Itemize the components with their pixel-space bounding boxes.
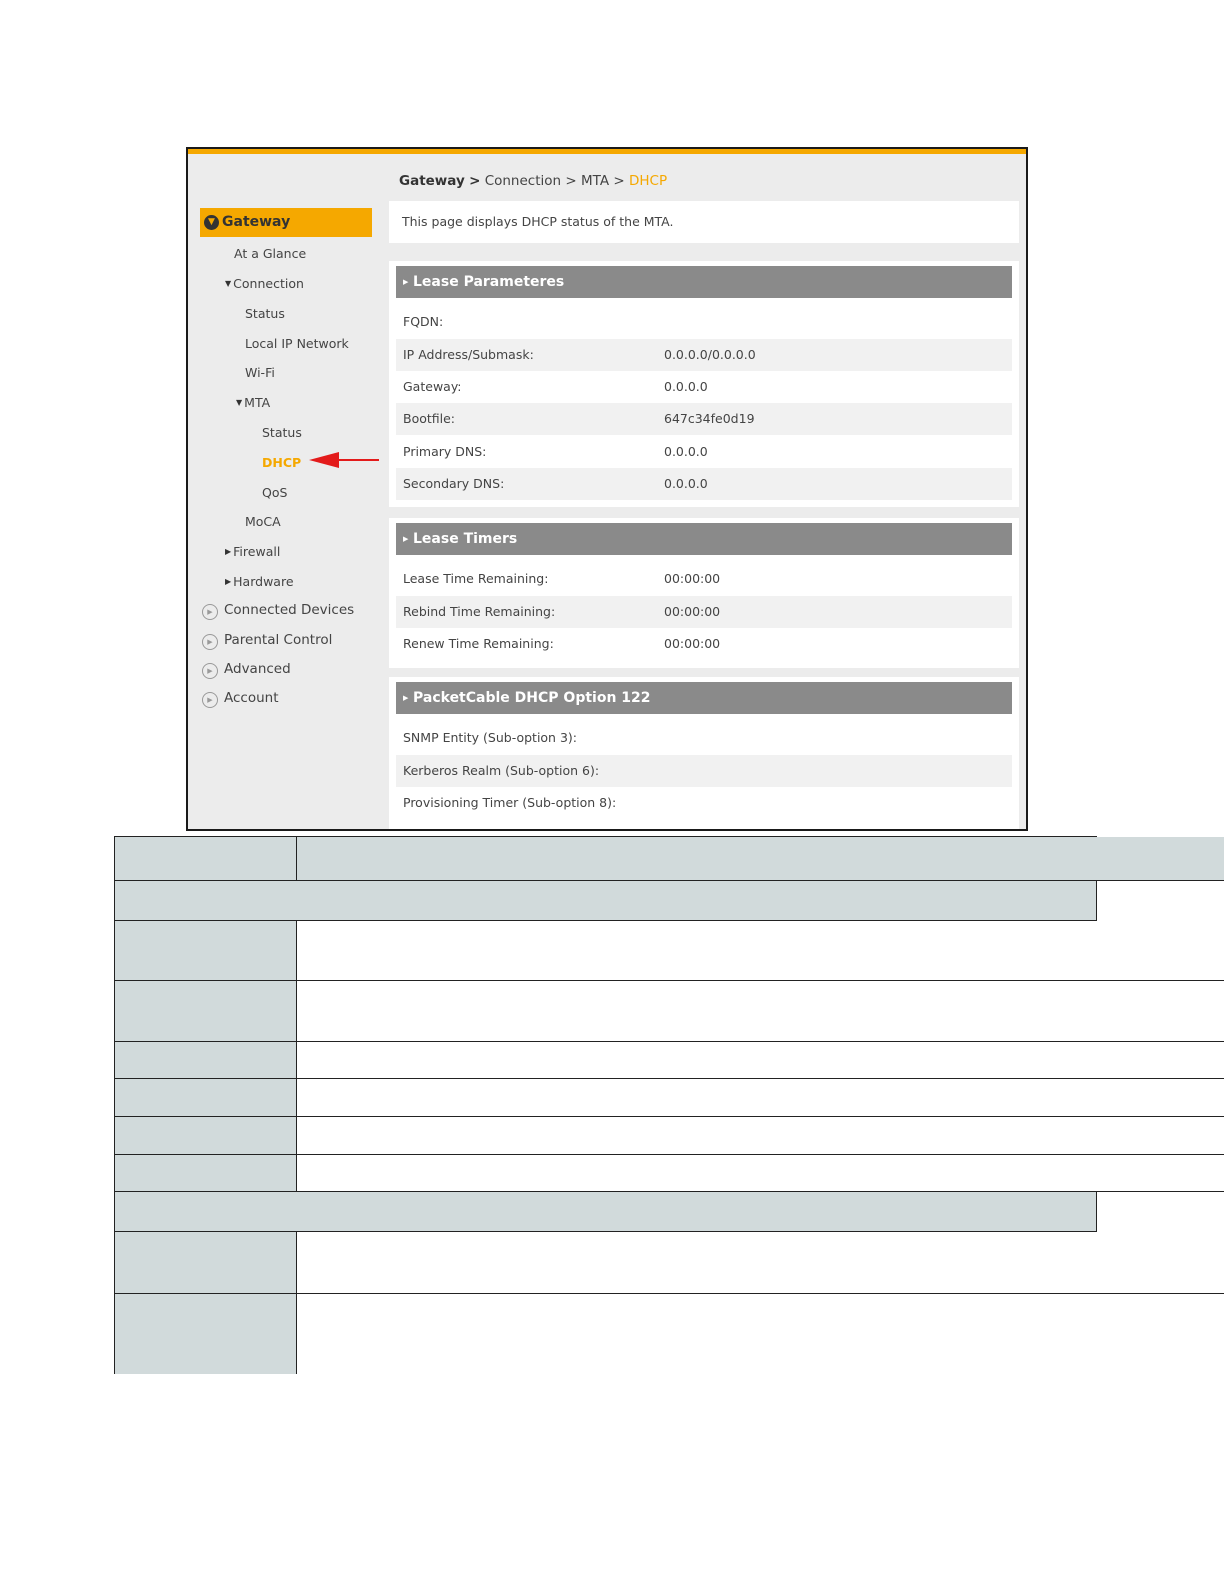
sidebar-root-label: Account xyxy=(224,690,279,706)
chevron-down-icon: ▼ xyxy=(204,215,219,230)
table-value-cell xyxy=(297,1079,1224,1117)
play-circle-icon: ▶ xyxy=(202,692,218,708)
row-label: Secondary DNS: xyxy=(403,476,505,491)
option-122-panel xyxy=(389,677,1019,831)
breadcrumb-root[interactable]: Gateway xyxy=(399,173,465,189)
sidebar-item-label: Connection xyxy=(233,276,304,291)
caret-down-icon: ▼ xyxy=(236,398,243,407)
row-label: SNMP Entity (Sub-option 3): xyxy=(403,730,577,745)
sidebar-item-mta[interactable] xyxy=(236,395,270,410)
row-value: 0.0.0.0 xyxy=(664,476,708,491)
sidebar-section-gateway[interactable] xyxy=(200,208,372,237)
table-row xyxy=(396,722,1012,754)
table-row xyxy=(396,403,1012,435)
table-section-row xyxy=(115,881,1096,921)
table-value-cell xyxy=(297,1294,1224,1374)
lease-timers-panel xyxy=(389,518,1019,668)
sidebar-item-mta-status[interactable]: Status xyxy=(262,425,302,440)
page-description: This page displays DHCP status of the MTA. xyxy=(389,201,1019,243)
sidebar-item-at-a-glance[interactable]: At a Glance xyxy=(234,246,307,261)
row-label: Rebind Time Remaining: xyxy=(403,604,556,619)
table-label-cell xyxy=(115,1294,297,1374)
sidebar-root-label: Parental Control xyxy=(224,632,333,648)
breadcrumb xyxy=(399,173,667,189)
sidebar-item-label: Firewall xyxy=(233,544,281,559)
table-row xyxy=(396,436,1012,468)
caret-right-icon: ▶ xyxy=(403,535,409,543)
row-value: 0.0.0.0 xyxy=(664,379,708,394)
table-row xyxy=(396,787,1012,819)
breadcrumb-separator: > xyxy=(565,173,577,189)
row-label: IP Address/Submask: xyxy=(403,347,534,362)
table-label-cell xyxy=(115,1079,297,1117)
sidebar-item-local-ip-network[interactable]: Local IP Network xyxy=(245,336,349,351)
sidebar-root-connected-devices[interactable] xyxy=(202,602,354,620)
play-circle-icon: ▶ xyxy=(202,663,218,679)
table-section-row xyxy=(115,1192,1096,1232)
row-label: Bootfile: xyxy=(403,411,456,426)
table-row xyxy=(396,306,1012,338)
row-value: 0.0.0.0/0.0.0.0 xyxy=(664,347,756,362)
description-table xyxy=(114,836,1097,1374)
play-circle-icon: ▶ xyxy=(202,604,218,620)
table-value-cell xyxy=(297,1155,1224,1192)
caret-down-icon: ▼ xyxy=(225,279,232,288)
table-row xyxy=(396,628,1012,660)
sidebar-section-label: Gateway xyxy=(222,214,291,230)
play-circle-icon: ▶ xyxy=(202,634,218,650)
table-label-cell xyxy=(115,1155,297,1192)
row-label: Gateway: xyxy=(403,379,462,394)
table-row xyxy=(396,371,1012,403)
table-label-cell xyxy=(115,921,297,981)
option-122-header[interactable] xyxy=(396,682,1012,714)
sidebar-item-qos[interactable]: QoS xyxy=(262,485,288,500)
breadcrumb-mta[interactable]: MTA xyxy=(580,173,610,189)
table-row xyxy=(396,339,1012,371)
sidebar-root-advanced[interactable] xyxy=(202,661,291,679)
screenshot-frame xyxy=(186,147,1028,831)
lease-timers-header[interactable] xyxy=(396,523,1012,555)
breadcrumb-separator: > xyxy=(469,173,481,189)
table-value-cell xyxy=(297,1232,1224,1294)
table-row xyxy=(396,468,1012,500)
table-label-cell xyxy=(115,1042,297,1079)
row-label: Provisioning Timer (Sub-option 8): xyxy=(403,795,617,810)
section-title: Lease Parameteres xyxy=(413,274,565,290)
sidebar-item-moca[interactable]: MoCA xyxy=(245,514,281,529)
row-label: Kerberos Realm (Sub-option 6): xyxy=(403,763,600,778)
top-accent-bar xyxy=(188,149,1026,154)
sidebar-item-label: MTA xyxy=(244,395,271,410)
sidebar-item-hardware[interactable] xyxy=(225,574,294,589)
caret-right-icon: ▶ xyxy=(225,547,232,556)
sidebar-root-label: Advanced xyxy=(224,661,291,677)
sidebar-item-dhcp[interactable]: DHCP xyxy=(262,455,302,470)
table-value-cell xyxy=(297,921,1224,981)
breadcrumb-separator: > xyxy=(613,173,625,189)
row-label: FQDN: xyxy=(403,314,444,329)
row-value: 0.0.0.0 xyxy=(664,444,708,459)
table-label-cell xyxy=(115,981,297,1042)
table-label-cell xyxy=(115,1232,297,1294)
section-title: PacketCable DHCP Option 122 xyxy=(413,690,651,706)
lease-parameters-panel xyxy=(389,261,1019,507)
table-header-cell xyxy=(297,837,1224,881)
table-row xyxy=(396,755,1012,787)
table-value-cell xyxy=(297,1042,1224,1079)
sidebar-root-label: Connected Devices xyxy=(224,602,355,618)
sidebar-item-wifi[interactable]: Wi-Fi xyxy=(245,365,275,380)
row-value: 00:00:00 xyxy=(664,636,721,651)
sidebar-root-account[interactable] xyxy=(202,690,279,708)
section-title: Lease Timers xyxy=(413,531,518,547)
row-value: 00:00:00 xyxy=(664,604,721,619)
red-arrow-annotation xyxy=(309,449,381,471)
row-label: Renew Time Remaining: xyxy=(403,636,554,651)
row-label: Primary DNS: xyxy=(403,444,487,459)
breadcrumb-connection[interactable]: Connection xyxy=(484,173,562,189)
lease-parameters-header[interactable] xyxy=(396,266,1012,298)
row-label: Lease Time Remaining: xyxy=(403,571,549,586)
table-value-cell xyxy=(297,981,1224,1042)
table-label-cell xyxy=(115,1117,297,1155)
caret-right-icon: ▶ xyxy=(403,278,409,286)
table-row xyxy=(396,563,1012,595)
table-row xyxy=(396,596,1012,628)
sidebar-item-connection[interactable] xyxy=(225,276,304,291)
breadcrumb-current: DHCP xyxy=(628,173,668,189)
sidebar-item-firewall[interactable] xyxy=(225,544,280,559)
sidebar-item-label: Hardware xyxy=(233,574,294,589)
row-value: 647c34fe0d19 xyxy=(664,411,755,426)
caret-right-icon: ▶ xyxy=(225,577,232,586)
sidebar-item-status[interactable]: Status xyxy=(245,306,285,321)
arrow-head xyxy=(309,452,339,468)
row-value: 00:00:00 xyxy=(664,571,721,586)
sidebar-root-parental-control[interactable] xyxy=(202,632,332,650)
table-header-cell xyxy=(115,837,297,881)
caret-right-icon: ▶ xyxy=(403,694,409,702)
table-value-cell xyxy=(297,1117,1224,1155)
